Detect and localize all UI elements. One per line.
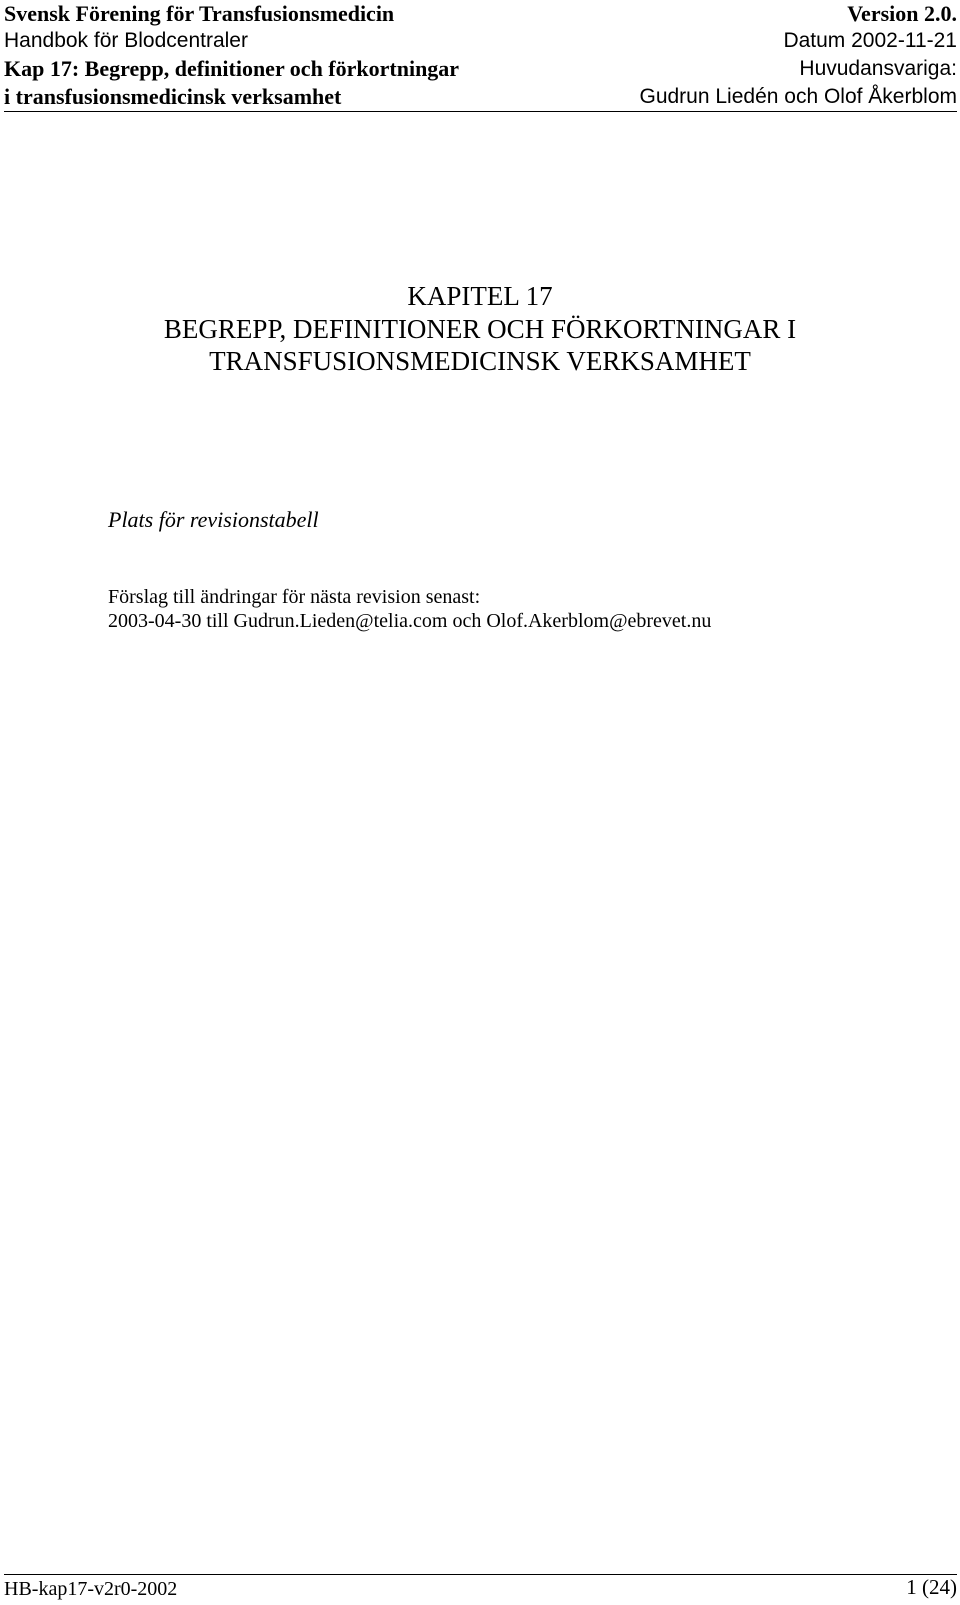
footer-doc-id: HB-kap17-v2r0-2002 xyxy=(4,1578,178,1600)
title-line-3: TRANSFUSIONSMEDICINSK VERKSAMHET xyxy=(209,346,751,376)
header-divider xyxy=(4,111,957,112)
footer-page-number: 1 (24) xyxy=(906,1575,957,1599)
header-responsible-label: Huvudansvariga: xyxy=(799,57,957,80)
header-chapter-line2: i transfusionsmedicinsk verksamhet xyxy=(4,84,342,109)
header-org: Svensk Förening för Transfusionsmedicin xyxy=(4,1,395,26)
title-line-2: BEGREPP, DEFINITIONER OCH FÖRKORTNINGAR I xyxy=(163,314,797,344)
header-row-3 xyxy=(4,55,957,83)
footer-divider xyxy=(4,1574,957,1575)
header-row-4 xyxy=(4,83,957,111)
header-version: Version 2.0. xyxy=(847,1,957,26)
header-row-1 xyxy=(4,0,957,28)
header-date: Datum 2002-11-21 xyxy=(783,29,957,52)
header-row-2 xyxy=(4,27,957,55)
header-responsible-names: Gudrun Liedén och Olof Åkerblom xyxy=(639,85,957,108)
suggestion-line-1: Förslag till ändringar för nästa revision senast: xyxy=(108,586,481,608)
header-chapter-line1: Kap 17: Begrepp, definitioner och förkortningar xyxy=(4,56,460,81)
header-handbook: Handbok för Blodcentraler xyxy=(4,29,248,52)
revision-table-placeholder: Plats för revisionstabell xyxy=(108,507,319,532)
title-line-1: KAPITEL 17 xyxy=(407,281,553,311)
suggestion-line-2: 2003-04-30 till Gudrun.Lieden@telia.com och Olof.Akerblom@ebrevet.nu xyxy=(108,610,712,632)
